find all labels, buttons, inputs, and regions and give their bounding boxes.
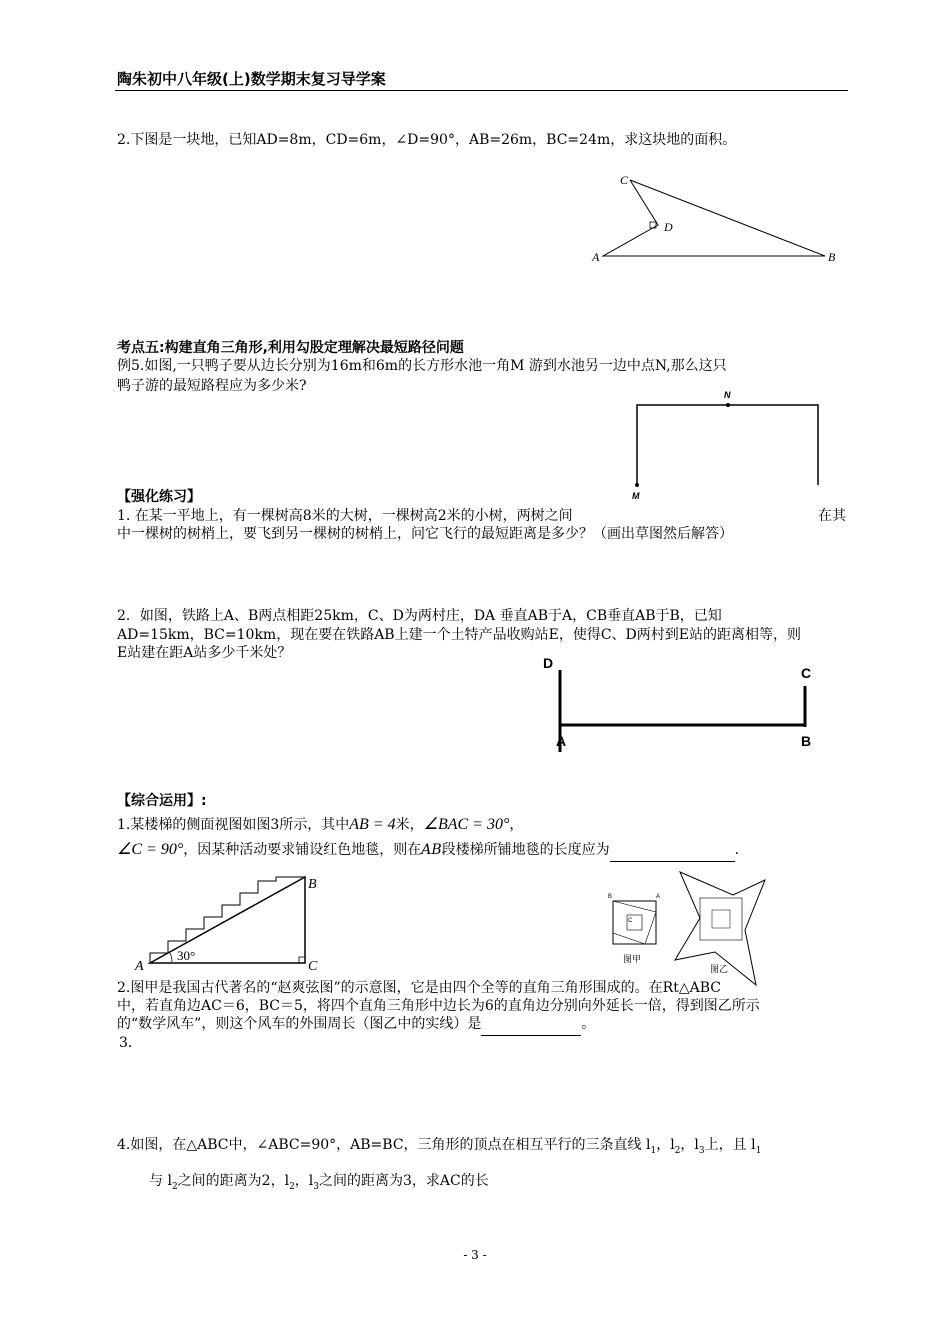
label-c: C: [801, 665, 812, 681]
q4-text-c: ，l: [680, 1137, 699, 1153]
label-a: A: [592, 250, 600, 264]
label-b: B: [801, 733, 812, 749]
q1-c-expr: ∠C = 90°: [117, 841, 184, 858]
example5-line1: 例5.如图,一只鸭子要从边长分别为16m和6m的长方形水池一角M 游到水池另一边中点N,那么这只: [117, 358, 727, 374]
zonghe-q2-line1: 2.图甲是我国古代著名的“赵爽弦图”的示意图，它是由四个全等的直角三角形围成的。在Rt△ABC: [117, 980, 721, 996]
q4-text-h: 之间的距离为3，求AC的长: [319, 1173, 489, 1189]
q1-comma: ，: [509, 817, 524, 833]
q4-text-f: 之间的距离为2，l: [177, 1173, 290, 1189]
zonghe-q2-line2: 中，若直角边AC＝6，BC＝5，将四个直角三角形中边长为6的直角边分别向外延长一倍，得到图乙所示: [117, 998, 760, 1014]
document-header: 陶朱初中八年级(上)数学期末复习导学案: [117, 70, 386, 88]
sub-1b: 1: [755, 1145, 762, 1156]
q4-text-b: ，l: [656, 1137, 675, 1153]
fig-label-c: C: [628, 918, 633, 924]
label-a: A: [556, 733, 567, 749]
sub-3: 3: [698, 1145, 705, 1156]
label-d: D: [543, 655, 554, 671]
qianghua-q1-line1-a: 1. 在某一平地上，有一棵树高8米的大树，一棵树高2米的小树，两树之间: [117, 508, 573, 524]
q2-text: 的“数学风车”，则这个风车的外围周长（图乙中的实线）是: [117, 1016, 482, 1032]
zonghe-q3: 3．: [119, 1035, 142, 1051]
q1-text-c: 段楼梯所铺地毯的长度应为: [441, 842, 610, 858]
q4-text-d: 上，且 l: [704, 1137, 756, 1153]
windmill-square: [700, 898, 742, 940]
zonghe-q2-line3: [117, 1014, 595, 1036]
qianghua-q2-line3: E站建在距A站多少千米处？: [117, 645, 292, 661]
q1-text-b: ，因某种活动要求铺设红色地毯，则在: [183, 842, 422, 858]
label-yi: 图乙: [710, 965, 729, 975]
sub-3b: 3: [313, 1181, 320, 1192]
q4-text-g: ，l: [294, 1173, 314, 1189]
qianghua-q1-line2: 中一棵树的树梢上，要飞到另一棵树的树梢上，问它飞行的最短距离是多少？（画出草图然后解答）: [117, 526, 733, 542]
answer-blank: [481, 1014, 581, 1036]
q1-dot: .: [734, 842, 740, 858]
zhao-triangles: [613, 901, 656, 944]
label-b: B: [308, 877, 317, 892]
label-jia: 图甲: [623, 955, 642, 965]
sub-2b: 2: [171, 1181, 178, 1192]
label-d: D: [664, 220, 673, 234]
section-kaodian5-title: 考点五:构建直角三角形,利用勾股定理解决最短路径问题: [117, 340, 464, 356]
q1-ab-expr: AB = 4: [349, 816, 396, 833]
q4-text-a: 4.如图，在△ABC中，∠ABC=90°，AB=BC，三角形的顶点在相互平行的三条直线 l: [117, 1137, 651, 1153]
label-n: N: [724, 390, 731, 400]
label-a: A: [135, 959, 144, 974]
q1-text-a: 1.某楼梯的侧面视图如图3所示，其中: [117, 817, 350, 833]
section-qianghua-title: 【强化练习】: [117, 489, 201, 505]
qianghua-q1-line1-b: 在其: [818, 508, 846, 524]
zonghe-q4-line1: [117, 1135, 761, 1162]
sub-1: 1: [650, 1145, 657, 1156]
angle-label: 30°: [177, 948, 196, 963]
q4-text-e: 与 l: [149, 1173, 172, 1189]
zonghe-q4-line2: [149, 1171, 489, 1198]
page-number: - 3 -: [463, 1248, 487, 1262]
question-2-area-text: 2.下图是一块地，已知AD=8m，CD=6m，∠D=90°，AB=26m，BC=24m，求这块地的面积。: [117, 132, 737, 148]
fig-label-a: A: [656, 894, 661, 900]
q1-mi: 米，: [395, 817, 424, 833]
section-zonghe-title: 【综合运用】:: [117, 793, 207, 809]
sub-2c: 2: [289, 1181, 295, 1192]
windmill-inner: [712, 910, 730, 928]
label-b: B: [828, 250, 836, 264]
sub-2: 2: [674, 1145, 681, 1156]
zhao-outer-square: [613, 901, 656, 944]
label-c: C: [620, 173, 629, 187]
fig-label-b: B: [608, 894, 613, 900]
label-c: C: [308, 959, 318, 974]
label-m: M: [632, 491, 640, 501]
qianghua-q2-line2: AD=15km，BC=10km，现在要在铁路AB上建一个土特产品收购站E，使得C、D两村到E站的距离相等，则: [117, 627, 801, 643]
qianghua-q2-line1: 2．如图，铁路上A、B两点相距25km，C、D为两村庄，DA 垂直AB于A，CB垂直AB于B，已知: [117, 608, 722, 624]
q2-end: 。: [581, 1016, 596, 1032]
q1-angle-expr: ∠BAC = 30°: [423, 816, 510, 833]
example5-line2: 鸭子游的最短路程应为多少米?: [117, 378, 307, 394]
q1-ab-italic: AB: [421, 842, 442, 858]
